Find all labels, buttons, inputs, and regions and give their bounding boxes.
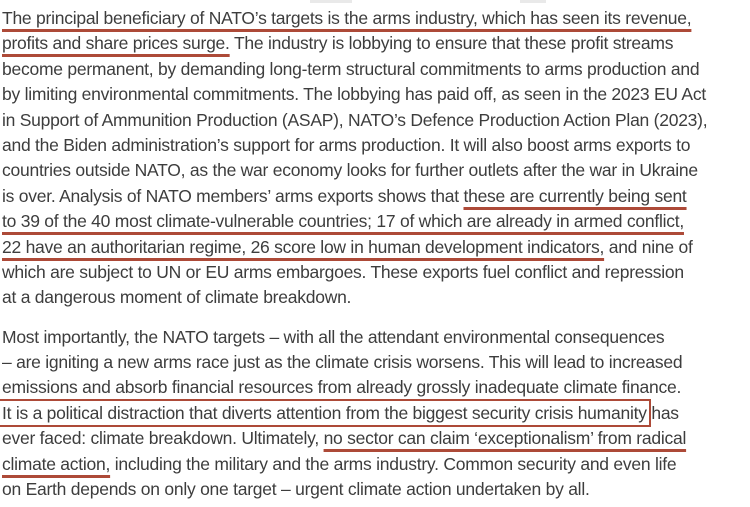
red-underlined-text: no sector can claim ‘exceptionalism’ from radical — [323, 428, 687, 449]
article-text — [2, 6, 748, 502]
text-segment: at a dangerous moment of climate breakdown. — [2, 287, 352, 308]
text-segment: become permanent, by demanding long-term structural commitments to arms production and — [2, 58, 700, 79]
text-line — [2, 426, 748, 451]
red-underlined-text: The principal beneficiary of NATO’s targets is the arms industry, which has seen its revenue, — [2, 8, 692, 28]
red-underlined-text: climate action, — [2, 453, 111, 474]
text-segment: in Support of Ammunition Production (ASAP), NATO’s Defence Production Action Plan (2023), — [2, 109, 708, 130]
text-line — [2, 57, 748, 82]
text-line — [2, 133, 748, 158]
red-underlined-text: 22 have an authoritarian regime, 26 score low in human development indicators, — [2, 236, 605, 257]
text-line — [2, 108, 748, 133]
red-boxed-text: It is a political distraction that diverts attention from the biggest security crisis humanity — [2, 402, 647, 423]
text-line — [2, 235, 748, 260]
text-line — [2, 285, 748, 310]
text-line — [2, 350, 748, 375]
text-segment: and nine of — [604, 236, 693, 257]
paragraph — [2, 325, 748, 503]
text-segment: ever faced: climate breakdown. Ultimately, — [2, 428, 324, 449]
text-segment: and the Biden administration’s support for arms production. It will also boost arms exports to — [2, 134, 691, 155]
cropped-text-artifact — [310, 0, 352, 3]
text-line — [2, 375, 748, 400]
text-line — [2, 477, 748, 502]
text-segment: is over. Analysis of NATO members’ arms exports shows that — [2, 185, 464, 206]
text-line — [2, 31, 748, 56]
paragraph — [2, 6, 748, 311]
text-segment: emissions and absorb financial resources from already grossly inadequate climate finance. — [2, 377, 682, 398]
text-line — [2, 260, 748, 285]
text-segment: by limiting environmental commitments. The lobbying has paid off, as seen in the 2023 EU Act — [2, 84, 706, 105]
text-line — [2, 209, 748, 234]
text-line — [2, 6, 748, 31]
cropped-text-artifact — [520, 0, 546, 3]
red-underlined-text: these are currently being sent — [463, 185, 687, 206]
text-segment: which are subject to UN or EU arms embargoes. These exports fuel conflict and repression — [2, 261, 684, 282]
text-line — [2, 82, 748, 107]
text-segment: – are igniting a new arms race just as the climate crisis worsens. This will lead to increased — [2, 352, 683, 373]
text-segment: on Earth depends on only one target – urgent climate action undertaken by all. — [2, 479, 590, 500]
text-line — [2, 158, 748, 183]
red-underlined-text: to 39 of the 40 most climate-vulnerable countries; 17 of which are already in armed conflict, — [2, 211, 684, 232]
text-segment: countries outside NATO, as the war economy looks for further outlets after the war in Ukraine — [2, 160, 698, 181]
text-line — [2, 325, 748, 350]
text-segment: The industry is lobbying to ensure that these profit streams — [229, 33, 674, 54]
text-line — [2, 401, 748, 426]
red-underlined-text: profits and share prices surge. — [2, 33, 230, 54]
text-line — [2, 452, 748, 477]
text-segment: Most importantly, the NATO targets – with all the attendant environmental consequences — [2, 326, 665, 347]
text-segment: has — [646, 402, 679, 423]
text-segment: including the military and the arms industry. Common security and even life — [110, 453, 677, 474]
text-line — [2, 184, 748, 209]
